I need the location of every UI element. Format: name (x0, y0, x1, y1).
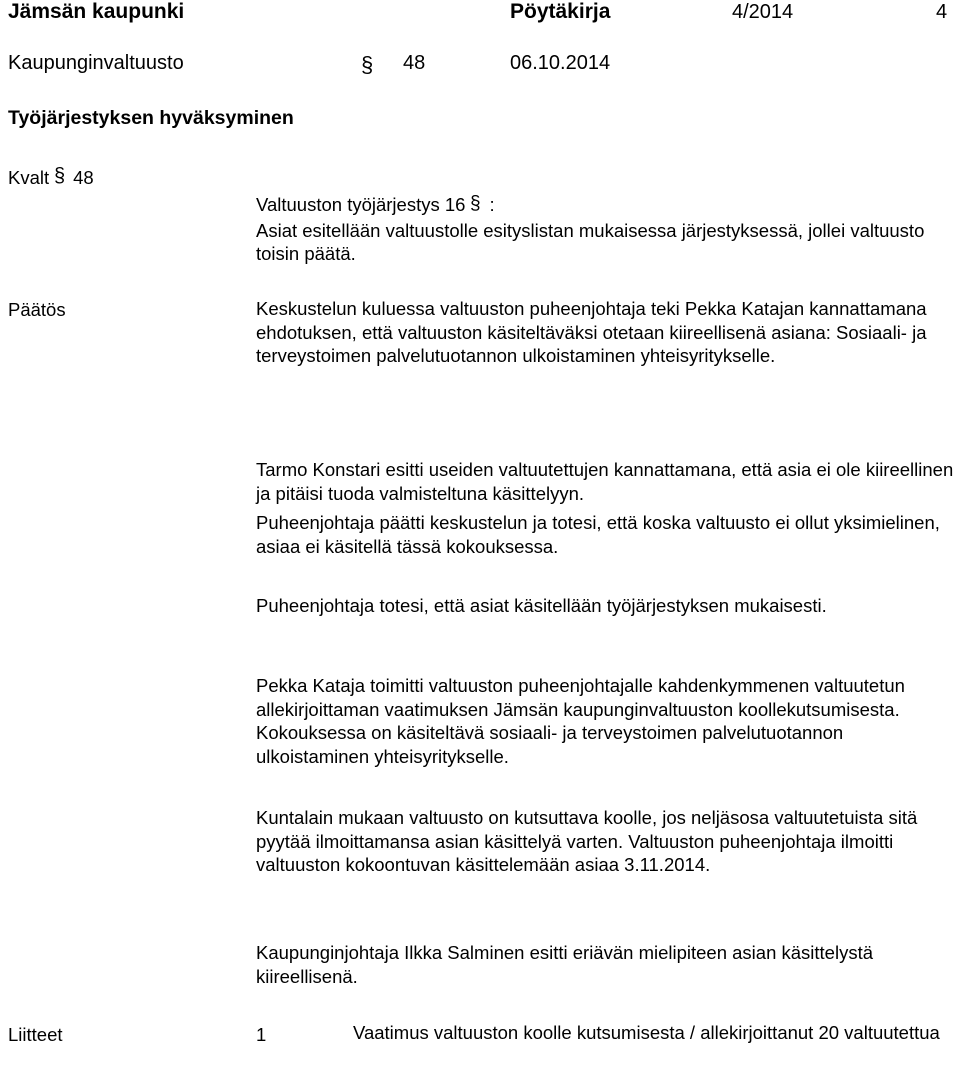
paragraph-5 (256, 674, 956, 768)
body-name: Kaupunginvaltuusto (8, 52, 184, 74)
paragraph-text: Kaupunginjohtaja Ilkka Salminen esitti eriävän mielipiteen asian käsittelystä kiireellisenä. (256, 942, 874, 987)
attachment-text: Vaatimus valtuuston koolle kutsumisesta / allekirjoittanut 20 valtuutettua (353, 1022, 940, 1043)
kvalt-label: Kvalt (8, 167, 50, 188)
paragraph-text: Keskustelun kuluessa valtuuston puheenjohtaja teki Pekka Katajan kannattamana ehdotuksen, että valtuuston käsiteltäväksi otetaan kiireellisenä asiana: Sosiaali- ja terveystoimen palvelutuotannon ulkoistaminen yhteisyritykselle. (256, 298, 927, 367)
section-icon (360, 51, 376, 75)
paragraph-text: Tarmo Konstari esitti useiden valtuutettujen kannattamana, että asia ei ole kiireellinen ja pitäisi tuoda valmisteltuna käsittelyyn. (256, 459, 954, 504)
paragraph-text: Puheenjohtaja totesi, että asiat käsitellään työjärjestyksen mukaisesti. (256, 595, 827, 616)
section-sign-icon (470, 191, 484, 219)
kvalt-reference (8, 163, 94, 193)
org-name: Jämsän kaupunki (8, 0, 185, 23)
attachment-number: 1 (256, 1024, 267, 1045)
paragraph-4 (256, 594, 956, 618)
intro-line1 (256, 191, 495, 219)
svg-text:§: § (470, 193, 482, 213)
attachments-label: Liitteet (8, 1024, 63, 1045)
section-sign-icon (54, 163, 68, 193)
decision-label: Päätös (8, 299, 66, 320)
kvalt-number: 48 (73, 167, 94, 188)
paragraph-text: Pekka Kataja toimitti valtuuston puheenjohtajalle kahdenkymmenen valtuutetun allekirjoittaman vaatimuksen Jämsän kaupunginvaltuuston koollekutsumisesta. Kokouksessa on käsiteltävä sosiaali- ja terveystoimen palvelutuotannon ulkoistaminen yhteisyritykselle. (256, 675, 905, 767)
intro-line1-text: Valtuuston työjärjestys 16 (256, 194, 466, 215)
paragraph-text: Puheenjohtaja päätti keskustelun ja totesi, että koska valtuusto ei ollut yksimielinen, asiaa ei käsitellä tässä kokouksessa. (256, 512, 940, 557)
paragraph-3 (256, 511, 956, 558)
doc-type: Pöytäkirja (510, 0, 611, 23)
doc-number: 4/2014 (732, 1, 794, 23)
svg-text:§: § (54, 165, 66, 187)
paragraph-2 (256, 458, 956, 505)
section-number: 48 (403, 52, 426, 74)
section-sign-icon (360, 51, 376, 77)
meeting-date: 06.10.2014 (510, 52, 611, 74)
intro-text (256, 191, 956, 266)
paragraph-7 (256, 941, 956, 988)
page-number: 4 (936, 1, 948, 23)
intro-line1-colon: : (489, 194, 495, 215)
paragraph-6 (256, 806, 956, 877)
paragraph-text: Kuntalain mukaan valtuusto on kutsuttava koolle, jos neljäsosa valtuutetuista sitä pyytää ilmoittamansa asian käsittelyä varten. Valtuuston puheenjohtaja ilmoitti valtuuston kokoontuvan käsittelemään asiaa 3.11.2014. (256, 807, 918, 876)
page-title: Työjärjestyksen hyväksyminen (8, 107, 294, 129)
intro-rest: Asiat esitellään valtuustolle esityslistan mukaisessa järjestyksessä, jollei valtuusto toisin päätä. (256, 219, 925, 265)
svg-text:§: § (361, 52, 374, 77)
paragraph-1 (256, 297, 956, 368)
